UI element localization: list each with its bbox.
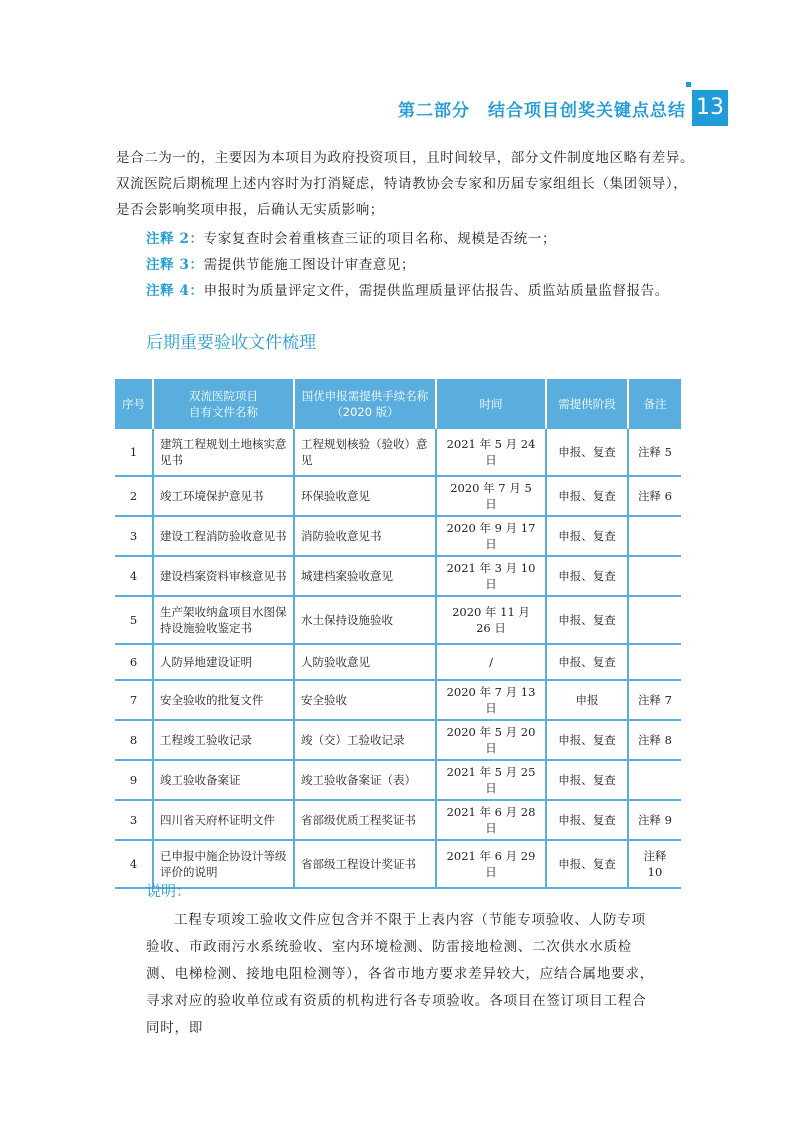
acceptance-documents-table	[115, 379, 681, 889]
page-number-badge: 13	[692, 90, 728, 126]
cell-required: 省部级工程设计奖证书	[294, 840, 436, 888]
cell-required: 消防验收意见书	[294, 516, 436, 556]
cell-stage: 申报	[546, 680, 628, 720]
header-required-procedure	[294, 379, 436, 429]
header-req-line1: 国优申报需提供手续名称	[301, 389, 429, 403]
cell-stage: 申报、复查	[546, 516, 628, 556]
cell-remark	[628, 556, 681, 596]
cell-remark: 注释 9	[628, 800, 681, 840]
cell-required: 竣工验收备案证（表）	[294, 760, 436, 800]
cell-seq: 4	[115, 840, 153, 888]
cell-time: 2020 年 7 月 13 日	[436, 680, 546, 720]
table-row	[115, 516, 681, 556]
header-own-file	[153, 379, 294, 429]
table-row	[115, 429, 681, 476]
cell-required: 水土保持设施验收	[294, 596, 436, 644]
cell-seq: 6	[115, 644, 153, 680]
cell-time: 2020 年 5 月 20 日	[436, 720, 546, 760]
table-row	[115, 760, 681, 800]
cell-seq: 1	[115, 429, 153, 476]
cell-own-file: 竣工环境保护意见书	[153, 476, 294, 516]
cell-time: 2020 年 9 月 17 日	[436, 516, 546, 556]
cell-time: 2021 年 6 月 29 日	[436, 840, 546, 888]
cell-own-file: 已申报中施企协设计等级评价的说明	[153, 840, 294, 888]
cell-seq: 2	[115, 476, 153, 516]
section-title: 后期重要验收文件梳理	[146, 333, 316, 353]
cell-own-file: 建筑工程规划土地核实意见书	[153, 429, 294, 476]
cell-own-file: 建设工程消防验收意见书	[153, 516, 294, 556]
note-3	[146, 253, 415, 273]
header-accent-dot	[686, 82, 691, 87]
note-text: 申报时为质量评定文件，需提供监理质量评估报告、质监站质量监督报告。	[203, 283, 669, 299]
cell-own-file: 安全验收的批复文件	[153, 680, 294, 720]
cell-stage: 申报、复查	[546, 800, 628, 840]
note-label: 注释 3：	[146, 257, 204, 273]
cell-required: 竣（交）工验收记录	[294, 720, 436, 760]
note-text: 需提供节能施工图设计审查意见；	[203, 257, 416, 273]
cell-seq: 7	[115, 680, 153, 720]
header-own-line1: 双流医院项目	[189, 389, 258, 403]
table-header-row	[115, 379, 681, 429]
cell-remark	[628, 596, 681, 644]
cell-seq: 8	[115, 720, 153, 760]
cell-remark: 注释 5	[628, 429, 681, 476]
cell-stage: 申报、复查	[546, 596, 628, 644]
cell-time: 2020 年 11 月 26 日	[436, 596, 546, 644]
cell-seq: 3	[115, 800, 153, 840]
table-row	[115, 556, 681, 596]
header-seq: 序号	[115, 379, 153, 429]
cell-required: 城建档案验收意见	[294, 556, 436, 596]
cell-own-file: 生产架收纳盒项目水图保持设施验收鉴定书	[153, 596, 294, 644]
header-time: 时间	[436, 379, 546, 429]
header-remark: 备注	[628, 379, 681, 429]
cell-stage: 申报、复查	[546, 644, 628, 680]
cell-remark	[628, 644, 681, 680]
cell-required: 安全验收	[294, 680, 436, 720]
cell-seq: 4	[115, 556, 153, 596]
explanation-paragraph: 工程专项竣工验收文件应包含并不限于上表内容（节能专项验收、人防专项验收、市政雨污水系统验收、室内环境检测、防雷接地检测、二次供水水质检测、电梯检测、接地电阻检测等），各省市地方要求差异较大，应结合属地要求，寻求对应的验收单位或有资质的机构进行各专项验收。各项目在签订项目工程合同时，即	[146, 912, 655, 1036]
table-row	[115, 800, 681, 840]
explanation-title: 说明：	[146, 882, 192, 900]
note-2	[146, 227, 556, 247]
cell-remark	[628, 516, 681, 556]
cell-remark: 注释 10	[628, 840, 681, 888]
header-req-line2: （2020 版）	[331, 405, 399, 419]
cell-seq: 5	[115, 596, 153, 644]
cell-required: 人防验收意见	[294, 644, 436, 680]
table-row	[115, 680, 681, 720]
cell-own-file: 建设档案资料审核意见书	[153, 556, 294, 596]
cell-remark: 注释 8	[628, 720, 681, 760]
cell-own-file: 工程竣工验收记录	[153, 720, 294, 760]
cell-own-file: 人防异地建设证明	[153, 644, 294, 680]
cell-required: 环保验收意见	[294, 476, 436, 516]
note-label: 注释 2：	[146, 231, 204, 247]
cell-own-file: 四川省天府杯证明文件	[153, 800, 294, 840]
table-row	[115, 596, 681, 644]
cell-time: /	[436, 644, 546, 680]
cell-time: 2021 年 5 月 24 日	[436, 429, 546, 476]
cell-remark: 注释 6	[628, 476, 681, 516]
note-label: 注释 4：	[146, 283, 204, 299]
cell-required: 工程规划核验（验收）意见	[294, 429, 436, 476]
cell-stage: 申报、复查	[546, 429, 628, 476]
cell-time: 2021 年 3 月 10 日	[436, 556, 546, 596]
cell-stage: 申报、复查	[546, 760, 628, 800]
table-row	[115, 840, 681, 888]
cell-remark: 注释 7	[628, 680, 681, 720]
cell-seq: 9	[115, 760, 153, 800]
header-own-line2: 自有文件名称	[189, 405, 258, 419]
cell-own-file: 竣工验收备案证	[153, 760, 294, 800]
intro-paragraph: 是合二为一的，主要因为本项目为政府投资项目，且时间较早，部分文件制度地区略有差异。双流医院后期梳理上述内容时为打消疑虑，特请教协会专家和历届专家组组长（集团领导），是否会影响奖项申报，后确认无实质影响；	[116, 150, 695, 218]
cell-remark	[628, 760, 681, 800]
table-row	[115, 720, 681, 760]
cell-time: 2021 年 5 月 25 日	[436, 760, 546, 800]
table-row	[115, 644, 681, 680]
header-stage: 需提供阶段	[546, 379, 628, 429]
cell-time: 2020 年 7 月 5 日	[436, 476, 546, 516]
cell-stage: 申报、复查	[546, 720, 628, 760]
cell-seq: 3	[115, 516, 153, 556]
note-4	[146, 279, 669, 299]
section-header-title: 第二部分 结合项目创奖关键点总结	[398, 101, 686, 121]
cell-stage: 申报、复查	[546, 840, 628, 888]
cell-required: 省部级优质工程奖证书	[294, 800, 436, 840]
note-text: 专家复查时会着重核查三证的项目名称、规模是否统一；	[203, 231, 557, 247]
cell-time: 2021 年 6 月 28 日	[436, 800, 546, 840]
cell-stage: 申报、复查	[546, 476, 628, 516]
table-row	[115, 476, 681, 516]
cell-stage: 申报、复查	[546, 556, 628, 596]
